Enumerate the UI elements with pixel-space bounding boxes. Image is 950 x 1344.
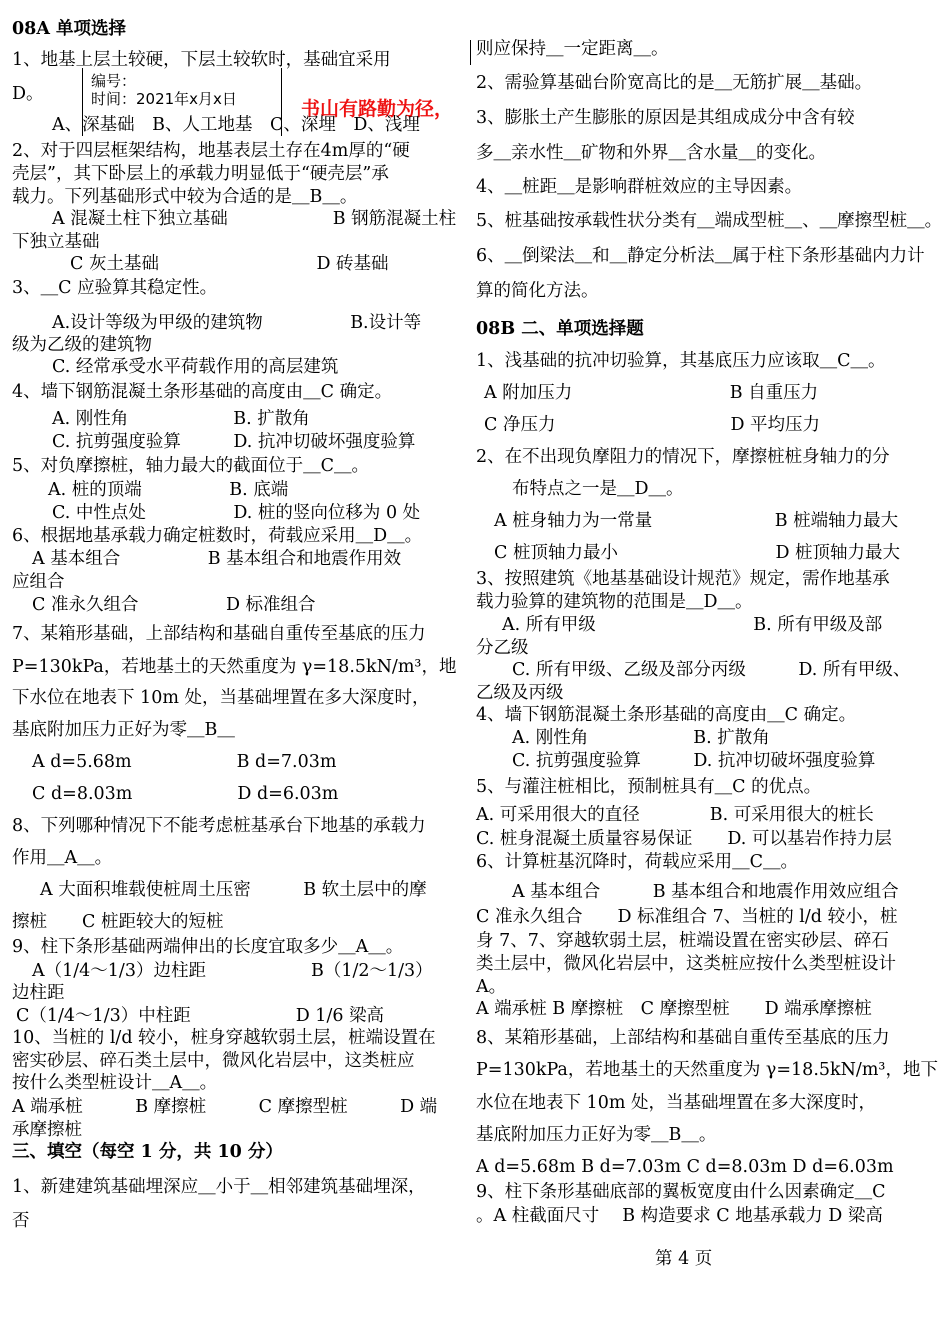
- text-line: A 桩身轴力为一常量 B 桩端轴力最大: [494, 511, 899, 531]
- text-line: 08B 二、单项选择题: [476, 319, 644, 339]
- text-line: 边柱距: [12, 983, 65, 1003]
- text-line: 身 7、7、穿越软弱土层，桩端设置在密实砂层、碎石: [476, 931, 889, 951]
- text-line: 则应保持＿一定距离＿。: [476, 39, 669, 59]
- text-line: A 基本组合 B 基本组合和地震作用效: [32, 549, 402, 569]
- text-line: 1、浅基础的抗冲切验算，其基底压力应该取＿C＿。: [476, 351, 886, 371]
- text-line: 密实砂层、碎石类土层中，微风化岩层中，这类桩应: [12, 1051, 415, 1071]
- text-line: A、深基础 B、人工地基 C、深埋 D、浅埋: [52, 115, 420, 135]
- text-line: A. 刚性角 B. 扩散角: [512, 728, 770, 748]
- text-line: 5、对负摩擦桩，轴力最大的截面位于＿C＿。: [12, 456, 370, 476]
- text-line: A. 刚性角 B. 扩散角: [52, 409, 310, 429]
- text-line: A 基本组合 B 基本组合和地震作用效应组合: [512, 882, 899, 902]
- text-line: 7、某箱形基础，上部结构和基础自重传至基底的压力: [12, 624, 426, 644]
- text-line: 算的简化方法。: [476, 281, 599, 301]
- text-line: 承摩擦桩: [12, 1120, 82, 1140]
- text-line: 2、在不出现负摩阻力的情况下，摩擦桩桩身轴力的分: [476, 447, 890, 467]
- text-line: A 混凝土柱下独立基础 B 钢筋混凝土柱: [52, 209, 457, 229]
- text-line: 4、＿桩距＿是影响群桩效应的主导因素。: [476, 177, 803, 197]
- text-line: 08A 单项选择: [12, 19, 127, 39]
- text-line: A d=5.68m B d=7.03m C d=8.03m D d=6.03m: [476, 1157, 894, 1177]
- text-line: 布特点之一是＿D＿。: [512, 479, 684, 499]
- text-line: 3、膨胀土产生膨胀的原因是其组成成分中含有较: [476, 108, 855, 128]
- text-line: 级为乙级的建筑物: [12, 335, 152, 355]
- text-line: 9、柱下条形基础底部的翼板宽度由什么因素确定＿C: [476, 1182, 886, 1202]
- stamp-motto: 书山有路勤为径，: [301, 98, 454, 120]
- text-line: 8、下列哪种情况下不能考虑桩基承台下地基的承载力: [12, 816, 426, 836]
- text-line: A 大面积堆载使桩周土压密 B 软土层中的摩: [40, 880, 427, 900]
- text-line: 多＿亲水性＿矿物和外界＿含水量＿的变化。: [476, 143, 826, 163]
- text-line: A. 所有甲级 B. 所有甲级及部: [502, 615, 883, 635]
- text-line: 下独立基础: [12, 232, 100, 252]
- text-line: 4、墙下钢筋混凝土条形基础的高度由＿C 确定。: [12, 382, 393, 402]
- text-line: 5、桩基础按承载性状分类有＿端成型桩＿、＿摩擦型桩＿。: [476, 211, 943, 231]
- text-line: 4、墙下钢筋混凝土条形基础的高度由＿C 确定。: [476, 705, 857, 725]
- text-line: C 准永久组合 D 标准组合 7、当桩的 l/d 较小，桩: [476, 907, 898, 927]
- text-line: A.设计等级为甲级的建筑物 B.设计等: [52, 313, 422, 333]
- text-line: A 端承桩 B 摩擦桩 C 摩擦型桩 D 端承摩擦桩: [476, 999, 872, 1019]
- text-line: 擦桩 C 桩距较大的短桩: [12, 912, 224, 932]
- text-line: C. 所有甲级、乙级及部分丙级 D. 所有甲级、: [512, 660, 911, 680]
- text-line: C. 中性点处 D. 桩的竖向位移为 0 处: [52, 503, 421, 523]
- column-divider: [470, 40, 471, 65]
- text-line: 3、＿C 应验算其稳定性。: [12, 278, 218, 298]
- text-line: 6、＿倒梁法＿和＿静定分析法＿属于柱下条形基础内力计: [476, 246, 925, 266]
- stamp-time-label: 时间：2021年x月x日: [91, 90, 237, 108]
- text-line: 6、根据地基承载力确定桩数时，荷载应采用＿D＿。: [12, 526, 423, 546]
- text-line: 9、柱下条形基础两端伸出的长度宜取多少＿A＿。: [12, 937, 404, 957]
- text-line: A 附加压力 B 自重压力: [484, 383, 819, 403]
- text-line: 否: [12, 1211, 30, 1231]
- text-line: 水位在地表下 10m 处，当基础埋置在多大深度时，: [476, 1093, 876, 1113]
- text-line: C. 抗剪强度验算 D. 抗冲切破坏强度验算: [52, 432, 416, 452]
- text-line: 乙级及丙级: [476, 683, 564, 703]
- text-line: C（1/4～1/3）中柱距 D 1/6 梁高: [16, 1006, 385, 1026]
- text-line: 壳层”，其下卧层上的承载力明显低于“硬壳层”承: [12, 164, 389, 184]
- text-line: 基底附加压力正好为零＿B＿。: [476, 1125, 717, 1145]
- text-line: A. 桩的顶端 B. 底端: [48, 480, 289, 500]
- text-line: 载力验算的建筑物的范围是＿D＿。: [476, 592, 753, 612]
- text-line: 应组合: [12, 572, 65, 592]
- stamp-number-label: 编号：: [91, 72, 137, 90]
- text-line: 载力。下列基础形式中较为合适的是＿B＿。: [12, 187, 358, 207]
- text-line: A 端承桩 B 摩擦桩 C 摩擦型桩 D 端: [12, 1097, 438, 1117]
- text-line: 。A 柱截面尺寸 B 构造要求 C 地基承载力 D 梁高: [476, 1206, 883, 1226]
- text-line: C. 桩身混凝土质量容易保证 D. 可以基岩作持力层: [476, 829, 892, 849]
- text-line: 1、新建建筑基础埋深应＿小于＿相邻建筑基础埋深，: [12, 1177, 426, 1197]
- text-line: P=130kPa，若地基土的天然重度为 γ=18.5kN/m³，地: [12, 657, 457, 677]
- text-line: 1、地基上层土较硬，下层土较软时，基础宜采用: [12, 50, 391, 70]
- text-line: A。: [476, 977, 507, 997]
- text-line: 下水位在地表下 10m 处，当基础埋置在多大深度时，: [12, 688, 430, 708]
- text-line: C 桩顶轴力最小 D 桩顶轴力最大: [494, 543, 901, 563]
- text-line: 10、当桩的 l/d 较小，桩身穿越软弱土层，桩端设置在: [12, 1028, 436, 1048]
- text-line: 2、对于四层框架结构，地基表层土存在4m厚的“硬: [12, 141, 410, 161]
- text-line: C. 抗剪强度验算 D. 抗冲切破坏强度验算: [512, 751, 876, 771]
- text-line: P=130kPa，若地基土的天然重度为 γ=18.5kN/m³，地下: [476, 1060, 938, 1080]
- text-line: C 准永久组合 D 标准组合: [32, 595, 316, 615]
- text-line: D。: [12, 84, 44, 104]
- text-line: A. 可采用很大的直径 B. 可采用很大的桩长: [476, 805, 874, 825]
- text-line: 作用＿A＿。: [12, 848, 113, 868]
- text-line: 8、某箱形基础，上部结构和基础自重传至基底的压力: [476, 1028, 890, 1048]
- text-line: A d=5.68m B d=7.03m: [32, 752, 337, 772]
- text-line: 三、填空（每空 1 分，共 10 分）: [12, 1142, 283, 1162]
- text-line: 按什么类型桩设计＿A＿。: [12, 1073, 218, 1093]
- text-line: C 灰土基础 D 砖基础: [70, 254, 389, 274]
- text-line: 5、与灌注桩相比，预制桩具有＿C 的优点。: [476, 777, 822, 797]
- text-line: 基底附加压力正好为零＿B＿: [12, 720, 235, 740]
- text-line: 类土层中，微风化岩层中，这类桩应按什么类型桩设计: [476, 954, 896, 974]
- text-line: C. 经常承受水平荷载作用的高层建筑: [52, 357, 339, 377]
- text-line: C d=8.03m D d=6.03m: [32, 784, 339, 804]
- text-line: 6、计算桩基沉降时，荷载应采用＿C＿。: [476, 852, 799, 872]
- text-line: 2、需验算基础台阶宽高比的是＿无筋扩展＿基础。: [476, 73, 873, 93]
- page-number: 第 4 页: [655, 1249, 713, 1269]
- text-line: A（1/4～1/3）边柱距 B（1/2～1/3）: [32, 961, 433, 981]
- text-line: 分乙级: [476, 638, 529, 658]
- text-line: C 净压力 D 平均压力: [484, 415, 821, 435]
- text-line: 3、按照建筑《地基基础设计规范》规定，需作地基承: [476, 569, 890, 589]
